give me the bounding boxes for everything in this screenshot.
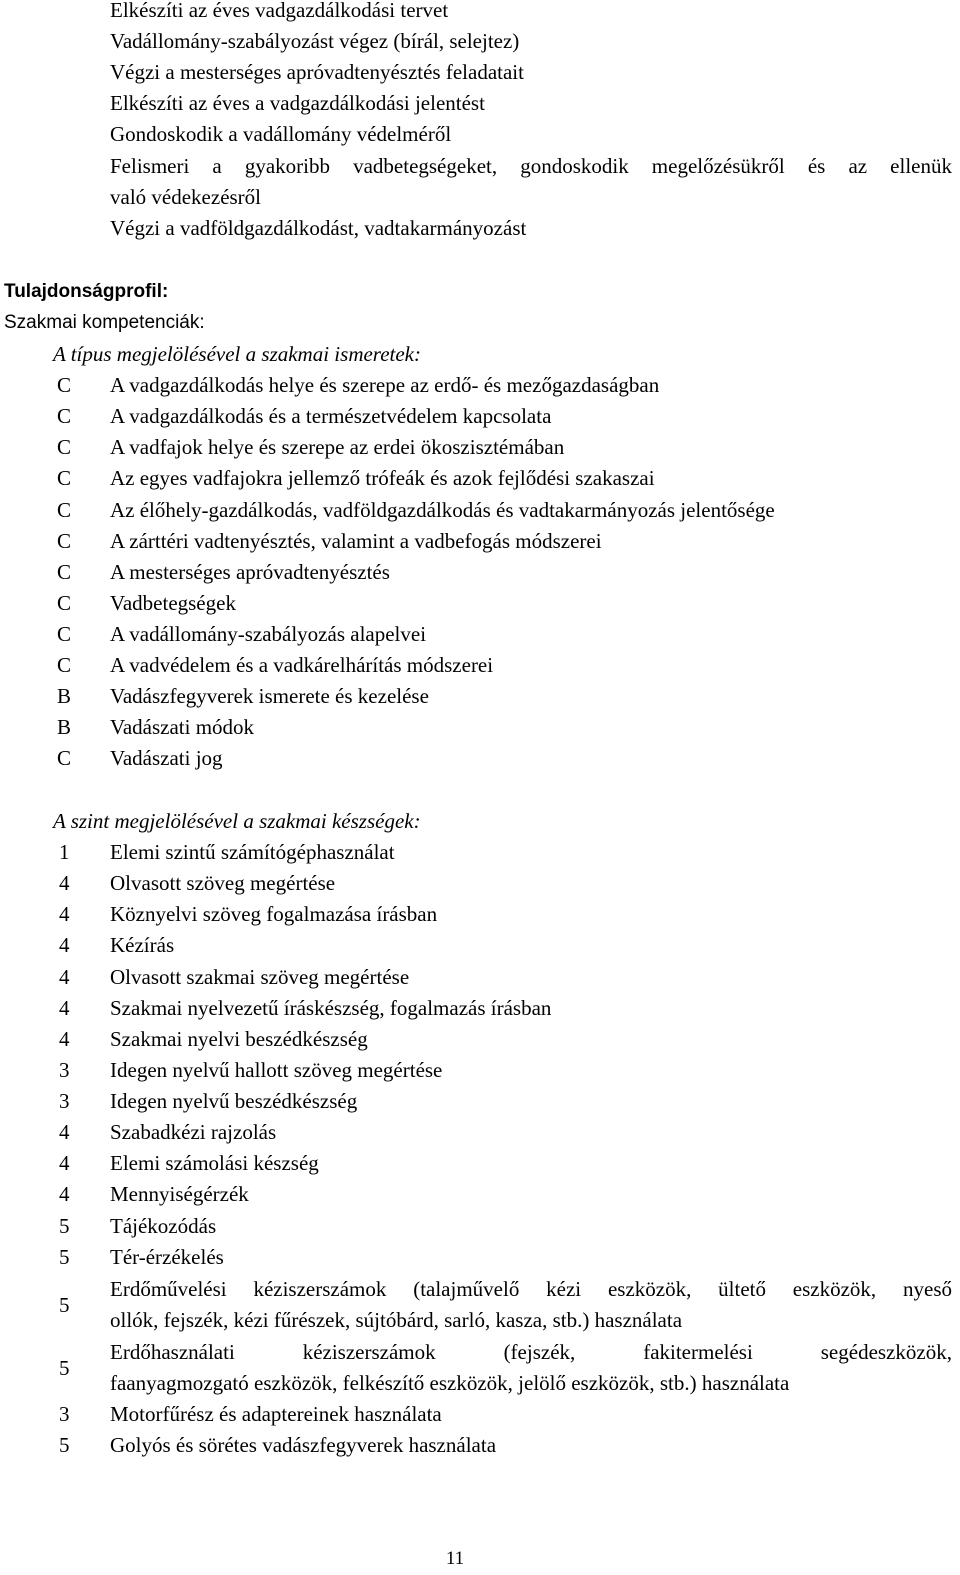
skill-item-multiline: [0, 1276, 960, 1334]
skill-item: [0, 1057, 960, 1083]
task-line: Végzi a vadföldgazdálkodást, vadtakarmányozást: [110, 216, 527, 240]
skill-item: [0, 901, 960, 927]
skill-text: Szakmai nyelvi beszédkészség: [110, 1027, 368, 1051]
skill-item: [0, 932, 960, 958]
skill-text: Olvasott szöveg megértése: [110, 871, 336, 895]
skill-item: [0, 1401, 960, 1427]
skill-item: [0, 1213, 960, 1239]
skill-level: 4: [59, 902, 70, 926]
task-line: való védekezésről: [110, 185, 262, 209]
knowledge-text: A vadfajok helye és szerepe az erdei ökoszisztémában: [110, 435, 565, 459]
knowledge-text: A vadgazdálkodás helye és szerepe az erdő- és mezőgazdaságban: [110, 373, 660, 397]
knowledge-item: [0, 590, 960, 616]
knowledge-item: [0, 465, 960, 491]
task-line-text: Felismeri a gyakoribb vadbetegségeket, gondoskodik megelőzésükről és az ellenük: [110, 154, 952, 178]
skill-level: 4: [59, 1151, 70, 1175]
skill-text: Idegen nyelvű hallott szöveg megértése: [110, 1058, 443, 1082]
skill-item: [0, 870, 960, 896]
knowledge-item: [0, 652, 960, 678]
knowledge-code: C: [57, 529, 72, 553]
skill-level: 4: [59, 933, 70, 957]
skill-item: [0, 1026, 960, 1052]
skill-text: Olvasott szakmai szöveg megértése: [110, 965, 410, 989]
knowledge-text: A zárttéri vadtenyésztés, valamint a vadbefogás módszerei: [110, 529, 602, 553]
skill-level: 3: [59, 1402, 70, 1426]
skill-word: ültető: [718, 1277, 766, 1301]
skill-item: [0, 1432, 960, 1458]
skill-text: Tér-érzékelés: [110, 1245, 224, 1269]
skill-item: [0, 1244, 960, 1270]
task-line: Végzi a mesterséges apróvadtenyésztés feladatait: [110, 60, 524, 84]
skill-text: Elemi számolási készség: [110, 1151, 319, 1175]
knowledge-code: C: [57, 622, 72, 646]
skill-text: Elemi szintű számítógéphasználat: [110, 840, 395, 864]
task-line-justified: [110, 153, 952, 179]
knowledge-code: C: [57, 404, 72, 428]
knowledge-text: Az egyes vadfajokra jellemző trófeák és azok fejlődési szakaszai: [110, 466, 655, 490]
skill-level: 3: [59, 1089, 70, 1113]
skill-text: Idegen nyelvű beszédkészség: [110, 1089, 358, 1113]
task-line: Gondoskodik a vadállomány védelméről: [110, 122, 452, 146]
knowledge-item: [0, 372, 960, 398]
knowledge-item: [0, 434, 960, 460]
skill-item: [0, 1150, 960, 1176]
skill-level: 4: [59, 871, 70, 895]
knowledge-item: [0, 745, 960, 771]
skill-level: 4: [59, 996, 70, 1020]
skill-word: Erdőhasználati: [110, 1340, 235, 1364]
knowledge-code: C: [57, 591, 72, 615]
knowledge-item: [0, 403, 960, 429]
knowledge-text: A vadvédelem és a vadkárelhárítás módszerei: [110, 653, 494, 677]
knowledge-text: Vadászfegyverek ismerete és kezelése: [110, 684, 429, 708]
skill-word: kéziszerszámok: [253, 1277, 387, 1301]
knowledge-code: B: [57, 715, 72, 739]
knowledge-item: [0, 714, 960, 740]
skill-text: Köznyelvi szöveg fogalmazása írásban: [110, 902, 438, 926]
knowledge-code: C: [57, 746, 72, 770]
skill-text: Szakmai nyelvezetű íráskészség, fogalmazás írásban: [110, 996, 552, 1020]
skill-text: Tájékozódás: [110, 1214, 217, 1238]
task-line: Vadállomány-szabályozást végez (bírál, selejtez): [110, 29, 520, 53]
skill-level: 1: [59, 840, 70, 864]
skill-word: segédeszközök,: [820, 1340, 952, 1364]
skill-word: eszközök,: [792, 1277, 877, 1301]
skill-level: 5: [59, 1356, 70, 1380]
page-number: 11: [445, 1548, 465, 1569]
skill-level: 5: [59, 1245, 70, 1269]
skill-word: (fejszék,: [503, 1340, 576, 1364]
skills-heading: A szint megjelölésével a szakmai készségek:: [53, 809, 421, 833]
skill-text-line2: ollók, fejszék, kézi fűrészek, sújtóbárd, sarló, kasza, stb.) használata: [110, 1308, 683, 1332]
knowledge-code: B: [57, 684, 72, 708]
skill-item: [0, 1181, 960, 1207]
skill-word: fakitermelési: [643, 1340, 753, 1364]
skill-level: 4: [59, 1182, 70, 1206]
skill-item: [0, 839, 960, 865]
skill-word: (talajművelő: [413, 1277, 520, 1301]
skill-text: Kézírás: [110, 933, 175, 957]
skill-level: 4: [59, 965, 70, 989]
knowledge-item: [0, 528, 960, 554]
knowledge-text: A vadgazdálkodás és a természetvédelem kapcsolata: [110, 404, 552, 428]
skill-item: [0, 1088, 960, 1114]
skill-level: 5: [59, 1214, 70, 1238]
skill-level: 5: [59, 1433, 70, 1457]
skill-item: [0, 995, 960, 1021]
skill-item-multiline: [0, 1339, 960, 1397]
knowledge-text: A mesterséges apróvadtenyésztés: [110, 560, 390, 584]
skill-item: [0, 964, 960, 990]
knowledge-text: Az élőhely-gazdálkodás, vadföldgazdálkodás és vadtakarmányozás jelentősége: [110, 498, 775, 522]
skill-word: kéziszerszámok: [302, 1340, 436, 1364]
skill-text: Szabadkézi rajzolás: [110, 1120, 277, 1144]
skill-word: nyeső: [903, 1277, 952, 1301]
skill-level: 5: [59, 1293, 70, 1317]
knowledge-text: Vadászati jog: [110, 746, 223, 770]
skill-word: kézi: [546, 1277, 582, 1301]
profile-title: Tulajdonságprofil:: [4, 281, 169, 302]
knowledge-code: C: [57, 653, 72, 677]
knowledge-code: C: [57, 498, 72, 522]
skill-text-line1: [110, 1339, 952, 1365]
skill-level: 3: [59, 1058, 70, 1082]
knowledge-code: C: [57, 466, 72, 490]
skill-word: Erdőművelési: [110, 1277, 227, 1301]
knowledge-item: [0, 559, 960, 585]
skill-level: 4: [59, 1027, 70, 1051]
skill-text: Mennyiségérzék: [110, 1182, 249, 1206]
skill-text: Golyós és sörétes vadászfegyverek használata: [110, 1433, 497, 1457]
competences-title: Szakmai kompetenciák:: [4, 312, 205, 333]
skill-text-line2: faanyagmozgató eszközök, felkészítő eszközök, jelölő eszközök, stb.) használata: [110, 1371, 790, 1395]
knowledge-code: C: [57, 560, 72, 584]
knowledge-item: [0, 683, 960, 709]
knowledge-heading: A típus megjelölésével a szakmai ismeretek:: [53, 342, 421, 366]
skill-text-line1: [110, 1276, 952, 1302]
knowledge-code: C: [57, 435, 72, 459]
knowledge-item: [0, 497, 960, 523]
skill-text: Motorfűrész és adaptereinek használata: [110, 1402, 442, 1426]
task-line: Elkészíti az éves vadgazdálkodási tervet: [110, 0, 449, 22]
skill-item: [0, 1119, 960, 1145]
knowledge-item: [0, 621, 960, 647]
skill-word: eszközök,: [607, 1277, 692, 1301]
knowledge-text: Vadászati módok: [110, 715, 255, 739]
knowledge-text: A vadállomány-szabályozás alapelvei: [110, 622, 427, 646]
skill-level: 4: [59, 1120, 70, 1144]
knowledge-text: Vadbetegségek: [110, 591, 236, 615]
knowledge-code: C: [57, 373, 72, 397]
task-line: Elkészíti az éves a vadgazdálkodási jelentést: [110, 91, 485, 115]
